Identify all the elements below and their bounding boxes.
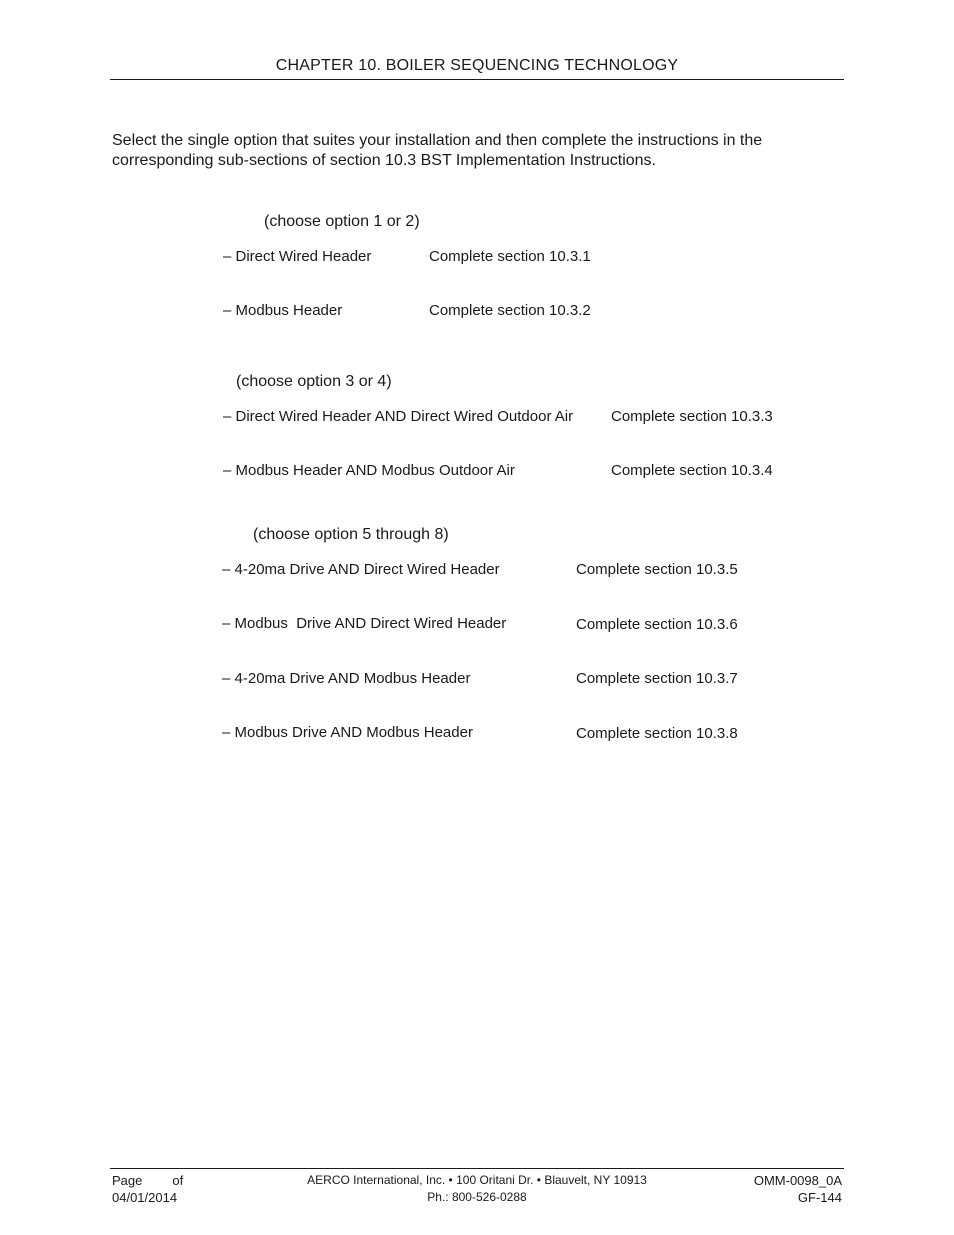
option-1-section: Complete section 10.3.1 [429, 248, 591, 265]
footer-date: 04/01/2014 [112, 1190, 178, 1205]
option-3-label: – Direct Wired Header AND Direct Wired Outdoor Air [223, 408, 574, 425]
option-5-label: – 4-20ma Drive AND Direct Wired Header [222, 561, 500, 578]
option-2-label: – Modbus Header [223, 302, 343, 319]
footer-center [277, 1172, 677, 1206]
footer-gf-number: GF-144 [797, 1190, 842, 1205]
option-6-label: – Modbus Drive AND Direct Wired Header [222, 615, 507, 632]
group-title-options-1-2: (choose option 1 or 2) [264, 213, 420, 230]
option-6-section: Complete section 10.3.6 [576, 616, 738, 633]
option-3-section: Complete section 10.3.3 [611, 408, 773, 425]
option-7-label: – 4-20ma Drive AND Modbus Header [222, 670, 471, 687]
footer-company-line: AERCO International, Inc. • 100 Oritani Dr. • Blauvelt, NY 10913 [307, 1173, 647, 1187]
footer-divider [110, 1168, 844, 1169]
header-divider [110, 79, 844, 80]
option-5-section: Complete section 10.3.5 [576, 561, 738, 578]
footer-page-word: Page [112, 1173, 143, 1188]
group-title-options-3-4: (choose option 3 or 4) [236, 373, 392, 390]
footer-doc-number: OMM-0098_0A [753, 1173, 842, 1188]
footer-left [112, 1172, 183, 1206]
option-8-section: Complete section 10.3.8 [576, 725, 738, 742]
option-1-label: – Direct Wired Header [223, 248, 372, 265]
option-4-label: – Modbus Header AND Modbus Outdoor Air [223, 462, 515, 479]
option-2-section: Complete section 10.3.2 [429, 302, 591, 319]
footer-of-word: of [172, 1173, 184, 1188]
option-7-section: Complete section 10.3.7 [576, 670, 738, 687]
chapter-title: CHAPTER 10. BOILER SEQUENCING TECHNOLOGY [275, 57, 679, 74]
footer-right [754, 1172, 842, 1206]
option-4-section: Complete section 10.3.4 [611, 462, 773, 479]
intro-paragraph: Select the single option that suites your installation and then complete the instructions in the corresponding sub-sections of section 10.3 BST Implementation Instructions. [112, 132, 763, 169]
group-title-options-5-8: (choose option 5 through 8) [253, 526, 449, 543]
option-8-label: – Modbus Drive AND Modbus Header [222, 724, 473, 741]
footer-phone: Ph.: 800-526-0288 [427, 1190, 527, 1204]
